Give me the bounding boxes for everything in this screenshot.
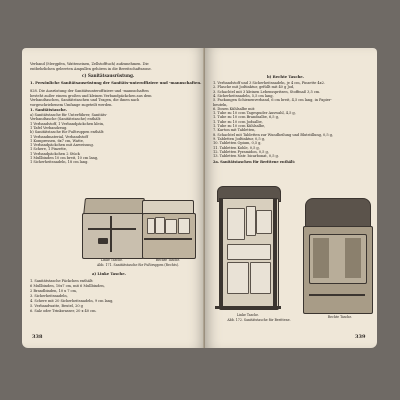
right-line: 9. Tabletten Jodtinktur, 0,5 g, xyxy=(213,136,265,141)
list-line: 1 Kompressen, 6x7 cm, Watte, xyxy=(30,138,84,143)
page-number-right: 339 xyxy=(355,334,366,340)
list-line: 1 Sicherheitsnadeln, 18 cm lang. xyxy=(30,160,89,165)
figure-172-left-caption: Linke Tasche. xyxy=(236,313,260,317)
lower-line: 5. Verbandwatte, Beutel, 20 g xyxy=(30,304,83,308)
lower-line: 3. Sicherheitsnadeln, xyxy=(30,294,68,298)
figure-caption-right-pouch: Rechte Tasche. xyxy=(155,258,181,262)
figure-172-caption: Abb. 172. Sanitätstasche für Berittene. xyxy=(227,318,291,322)
right-line: 1. Verbandstoff und 3 Sicherheitsnadeln, je 4 cm, Pinzette 4x2. xyxy=(213,81,325,85)
right-page xyxy=(205,48,377,348)
right-line: 4. Sicherheitsnadeln, 5,5 cm lang, xyxy=(213,93,274,98)
right-line: beuteln, xyxy=(213,102,228,107)
right-line: 2. Flasche mit Jodtinktur, gefüllt mit 40 g Jod, xyxy=(213,85,295,90)
right-line: 1. Tube zu 10 ccm Kühlsalbe, xyxy=(213,124,266,128)
lower-line: 1. Sanitätstasche Päckchen enthält: xyxy=(30,279,94,283)
body-line: Verbandtaschen, Sanitätstaschen und Tragen, die ihnen nach xyxy=(30,98,140,102)
section-line: 2a. Sanitätstaschen für Berittene enthält: xyxy=(213,160,296,164)
list-line: 1 Schere, 1 Pinzette, xyxy=(30,147,67,152)
left-page xyxy=(22,48,205,348)
right-line: 8. Schachtel mit Tabletten zur Wundheilung und Blutstillung, 0,5 g, xyxy=(213,132,334,137)
right-line: 5. Packungen Schienenverband, 6 cm breit, 4,5 cm lang, in Papier- xyxy=(213,98,332,103)
lower-line: 6 Mullbinden, 10x7 cm, mit 6 Mullbinden, xyxy=(30,284,105,288)
figure-caption-left-pouch: Linke Tasche. xyxy=(100,258,124,262)
subheading: 1. Persönliche Sanitätsausrüstung der Sanitäts-unteroffiziere und -mannschaften. xyxy=(30,80,202,85)
list-line: b) Sanitätstasche für Fußtruppen enthält: xyxy=(30,130,105,135)
right-line: 13. Tabletten Natr. bicarbonat, 0,5 g. xyxy=(213,154,279,159)
body-line: vorgeschriebenem Umfange zugeteilt werden. xyxy=(30,102,113,107)
lower-line: 2 Brandbinden, 10 x 7 cm, xyxy=(30,289,77,293)
right-line: 10. Tabletten Opium, 0,5 g, xyxy=(213,141,262,146)
lower-line: 6. Salz oder Trinkwasser, 20 x 40 cm. xyxy=(30,309,97,313)
body-line: besteht außer einem großen und kleinen Verbandpäckchen aus dem xyxy=(30,93,152,98)
list-line: 1 Verbandpäckchen mit Anweisung. xyxy=(30,143,94,148)
page-number-left: 338 xyxy=(32,334,43,340)
list-line: 1 Verbandmaterial, Verbandstoff xyxy=(30,134,88,139)
body-line: 828. Die Ausrüstung der Sanitätsunteroffiziere und -mannschaften xyxy=(30,89,149,93)
section-heading: c) Sanitätsausrüstung. xyxy=(82,73,135,78)
right-line: 1. Tube zu 10 ccm Tagespuder Auswahl, 4,5 g, xyxy=(213,111,296,116)
figure-172-right-caption: Rechte Tasche. xyxy=(327,315,353,319)
right-heading: b) Rechte Tasche. xyxy=(267,74,304,79)
lower-heading: a) Linke Tasche. xyxy=(92,271,126,276)
list-line: Verbandtasche (Sanitätstasche) enthält: xyxy=(30,117,102,122)
right-line: 7. Karton mit Tabletten, xyxy=(213,128,256,133)
intro-line: Verband (Mergpfen, Watteneinen, Zellstofftuch) aufzunehmen. Die xyxy=(30,62,149,66)
right-line: 6. Dosen Kühlsalbe mit: xyxy=(213,106,256,111)
figure-171-caption: Abb. 171. Sanitätstasche für Fußtruppen (Rechts). xyxy=(97,263,179,267)
list-line: 1 Verbandpäckchen 2 Stück xyxy=(30,151,80,156)
lower-line: 4. Schere mit 20 Sicherheitsnadeln, 9 cm lang, xyxy=(30,299,114,303)
list-line: a) Sanitätstasche für Unterführer, Sanitäts- xyxy=(30,113,108,117)
right-line: 12. Tabletten Pyramidon, 0,5 g, xyxy=(213,149,269,154)
list-line: 1 Tafel Verbandzeug. xyxy=(30,125,68,130)
list-line: 1 Mullbinden 10 cm breit, 10 cm lang, xyxy=(30,156,99,160)
right-line: 3. Schachtel mit 3 kleinen Lebensspritzen, Stoffmaß 3,5 cm. xyxy=(213,89,321,94)
right-line: 11. Tabletten Kohle, 0,5 g, xyxy=(213,145,260,150)
list-line: 1 Verbandstoff, 1 Verbandpäckchen klein, xyxy=(30,121,105,126)
right-line: 1. Tube zu 10 ccm Brandsalbe, 6,5 g, xyxy=(213,115,279,120)
list-heading: 1. Sanitätstasche. xyxy=(30,107,68,112)
intro-line: entbehrlichen geleerten Ampullen gehören in die Bereitschaftszone. xyxy=(30,66,152,71)
right-line: 1. Tube zu 10 ccm Jodsalbe, xyxy=(213,119,263,124)
